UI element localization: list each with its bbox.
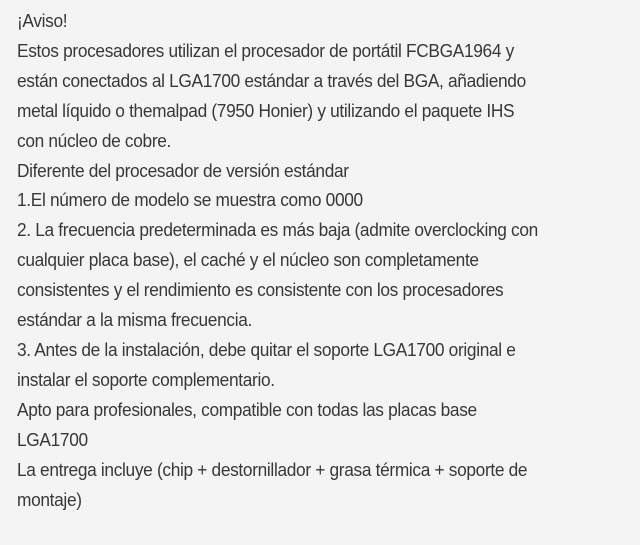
intro-line-4: con núcleo de cobre. (17, 129, 172, 151)
intro-line-2: están conectados al LGA1700 estándar a través del BGA, añadiendo (17, 69, 526, 91)
point-2-line-1: 2. La frecuencia predeterminada es más baja (admite overclocking con (17, 219, 538, 241)
package-contents-line-1: La entrega incluye (chip + destornillador + grasa térmica + soporte de (17, 458, 528, 480)
difference-heading: Diferente del procesador de versión estándar (17, 159, 349, 181)
point-2-line-4: estándar a la misma frecuencia. (17, 309, 252, 331)
point-2-line-2: cualquier placa base), el caché y el núcleo son completamente (17, 249, 479, 271)
point-3-line-1: 3. Antes de la instalación, debe quitar el soporte LGA1700 original e (17, 338, 516, 360)
point-2-line-3: consistentes y el rendimiento es consistente con los procesadores (17, 279, 504, 301)
point-1-line-1: 1.El número de modelo se muestra como 0000 (17, 189, 363, 211)
intro-line-1: Estos procesadores utilizan el procesador de portátil FCBGA1964 y (17, 39, 514, 61)
compatibility-line-2: LGA1700 (17, 428, 88, 450)
package-contents-line-2: montaje) (17, 488, 82, 510)
notice-document (17, 6, 636, 514)
compatibility-line-1: Apto para profesionales, compatible con todas las placas base (17, 398, 477, 420)
point-3-line-2: instalar el soporte complementario. (17, 368, 275, 390)
intro-line-3: metal líquido o themalpad (7950 Honier) y utilizando el paquete IHS (17, 99, 515, 121)
notice-title: ¡Aviso! (17, 10, 68, 31)
